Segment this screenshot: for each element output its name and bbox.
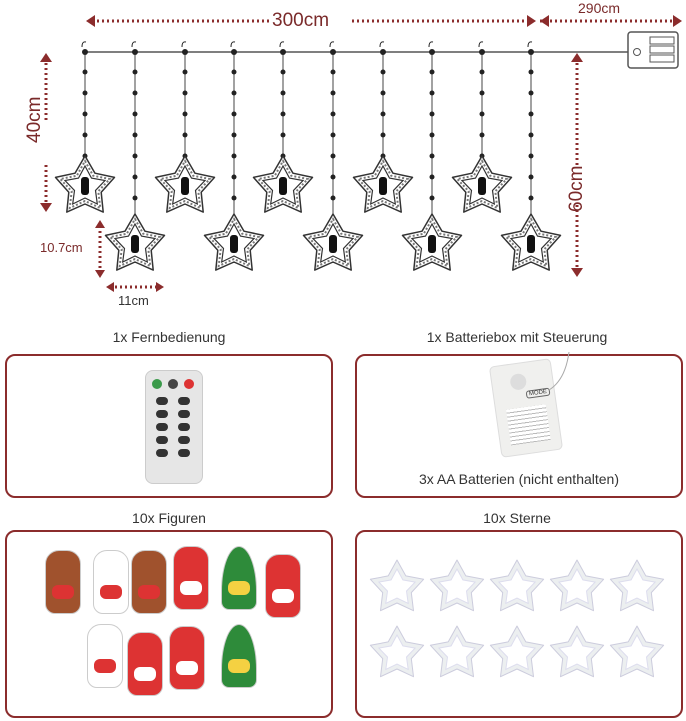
remote-button <box>156 423 168 431</box>
star-light-icon <box>106 214 165 270</box>
dimension-star-width: 11cm <box>118 293 149 308</box>
star-light-icon <box>156 156 215 212</box>
figure-ornament <box>127 632 163 696</box>
remote-panel-title: 1x Fernbedienung <box>112 329 226 345</box>
remote-button <box>178 423 190 431</box>
star-ornament <box>550 626 603 677</box>
figures-panel-title: 10x Figuren <box>132 510 206 526</box>
dimension-long-drop: 60cm <box>566 165 587 212</box>
star-ornament <box>610 626 663 677</box>
battery-box-icon <box>628 32 678 68</box>
remote-button <box>156 436 168 444</box>
remote-button <box>156 449 168 457</box>
remote-button <box>178 436 190 444</box>
figure-ornament <box>131 550 167 614</box>
stars-panel-title: 10x Sterne <box>483 510 551 526</box>
battery-panel <box>355 354 683 498</box>
star-light-icon <box>205 214 264 270</box>
star-light-icon <box>254 156 313 212</box>
star-light-icon <box>403 214 462 270</box>
remote-button <box>178 449 190 457</box>
stars-panel <box>355 530 683 718</box>
figure-ornament <box>221 624 257 688</box>
star-light-icon <box>502 214 561 270</box>
remote-button <box>156 397 168 405</box>
star-light-icon <box>304 214 363 270</box>
curtain-light-diagram <box>0 0 686 310</box>
figure-ornament <box>169 626 205 690</box>
figure-ornament <box>45 550 81 614</box>
dimension-cable-length: 290cm <box>578 0 621 16</box>
battery-panel-title: 1x Batteriebox mit Steuerung <box>426 329 608 345</box>
figure-ornament <box>221 546 257 610</box>
mode-button: MODE <box>526 388 551 399</box>
remote-button <box>156 410 168 418</box>
dimension-short-drop: 40cm <box>24 96 45 143</box>
star-ornament <box>370 560 423 611</box>
figures-panel <box>5 530 333 718</box>
star-light-icon <box>56 156 115 212</box>
remote-control-image <box>145 370 203 484</box>
star-ornament <box>490 560 543 611</box>
star-light-icon <box>354 156 413 212</box>
star-ornament <box>550 560 603 611</box>
battery-note: 3x AA Batterien (nicht enthalten) <box>418 471 619 487</box>
figure-ornament <box>173 546 209 610</box>
star-ornament <box>610 560 663 611</box>
remote-button <box>178 410 190 418</box>
star-ornament <box>490 626 543 677</box>
figure-ornament <box>87 624 123 688</box>
star-light-icon <box>453 156 512 212</box>
figure-ornament <box>93 550 129 614</box>
star-ornament <box>370 626 423 677</box>
figure-ornament <box>265 554 301 618</box>
remote-panel <box>5 354 333 498</box>
remote-button <box>178 397 190 405</box>
dimension-total-width: 300cm <box>272 10 330 31</box>
star-ornament <box>430 560 483 611</box>
star-ornament <box>430 626 483 677</box>
dimension-star-height: 10.7cm <box>40 240 83 255</box>
